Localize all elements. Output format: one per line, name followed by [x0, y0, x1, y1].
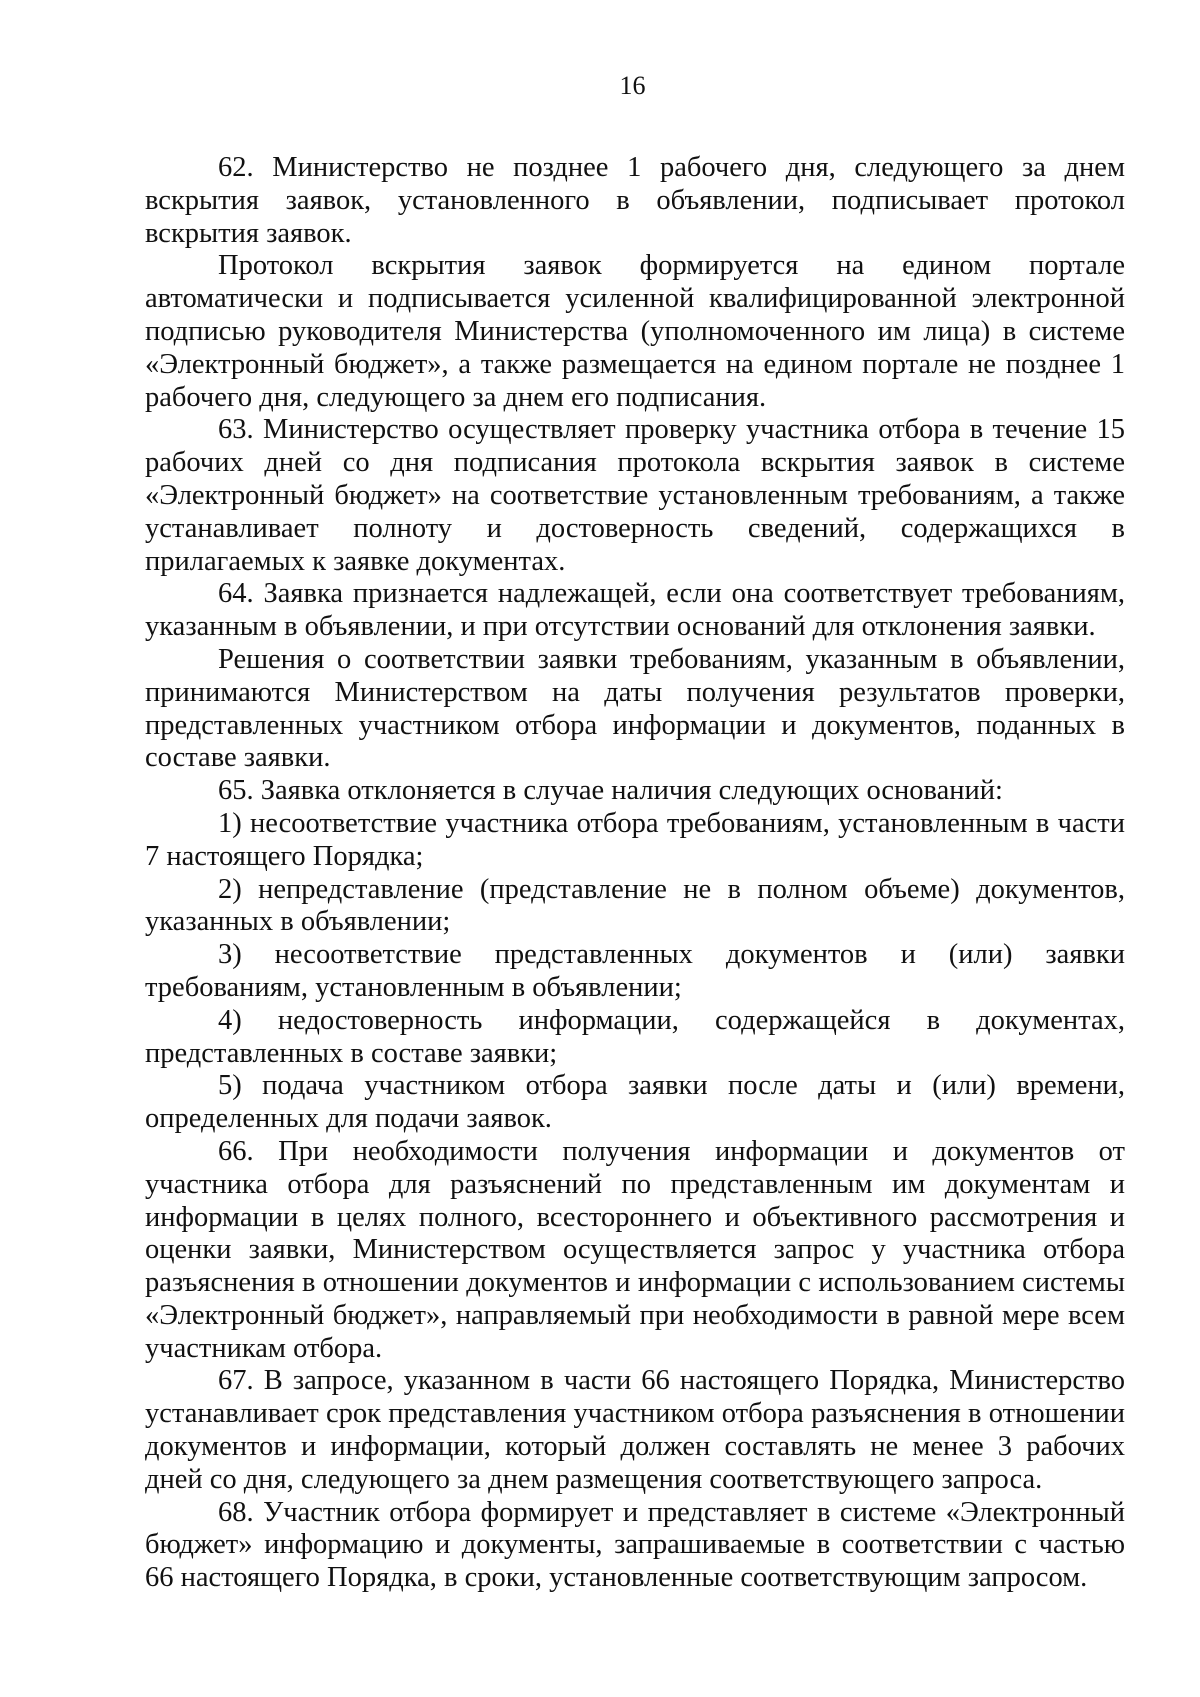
- paragraph-protocol: Протокол вскрытия заявок формируется на едином портале автоматически и подписывается усиленной квалифицированной электронной подписью руководителя Министерства (уполномоченного им лица) в системе «Электронный бюджет», а также размещается на едином портале не позднее 1 рабочего дня, следующего за днем его подписания.: [145, 250, 1125, 413]
- paragraph-66: 66. При необходимости получения информации и документов от участника отбора для разъяснений по представленным им документам и информации в целях полного, всестороннего и объективного рассмотрения и оценки заявки, Министерством осуществляется запрос у участника отбора разъяснения в отношении документов и информации с использованием системы «Электронный бюджет», направляемый при необходимости в равной мере всем участникам отбора.: [145, 1135, 1125, 1364]
- page-number: 16: [619, 71, 646, 100]
- paragraph-62: 62. Министерство не позднее 1 рабочего дня, следующего за днем вскрытия заявок, установленного в объявлении, подписывает протокол вскрытия заявок.: [145, 152, 1125, 249]
- paragraph-decisions: Решения о соответствии заявки требованиям, указанным в объявлении, принимаются Министерством на даты получения результатов проверки, представленных участником отбора информации и документов, поданных в составе заявки.: [145, 643, 1125, 774]
- paragraph-67: 67. В запросе, указанном в части 66 настоящего Порядка, Министерство устанавливает срок представления участником отбора разъяснения в отношении документов и информации, который должен составлять не менее 3 рабочих дней со дня, следующего за днем размещения соответствующего запроса.: [145, 1365, 1125, 1495]
- list-item-3: 3) несоответствие представленных документов и (или) заявки требованиям, установленным в объявлении;: [145, 939, 1125, 1003]
- list-item-1: 1) несоответствие участника отбора требованиям, установленным в части 7 настоящего Порядка;: [145, 807, 1125, 872]
- document-body: [145, 152, 1125, 1595]
- list-item-2: 2) непредставление (представление не в полном объеме) документов, указанных в объявлении;: [145, 873, 1125, 938]
- paragraph-64: 64. Заявка признается надлежащей, если она соответствует требованиям, указанным в объявлении, и при отсутствии оснований для отклонения заявки.: [145, 578, 1125, 643]
- list-item-4: 4) недостоверность информации, содержащейся в документах, представленных в составе заявки;: [145, 1004, 1125, 1069]
- paragraph-68: 68. Участник отбора формирует и представляет в системе «Электронный бюджет» информацию и документы, запрашиваемые в соответствии с частью 66 настоящего Порядка, в сроки, установленные соответствующим запросом.: [145, 1496, 1125, 1594]
- list-item-5: 5) подача участником отбора заявки после даты и (или) времени, определенных для подачи заявок.: [145, 1070, 1125, 1135]
- paragraph-65: 65. Заявка отклоняется в случае наличия следующих оснований:: [218, 775, 1003, 807]
- paragraph-63: 63. Министерство осуществляет проверку участника отбора в течение 15 рабочих дней со дня подписания протокола вскрытия заявок в системе «Электронный бюджет» на соответствие установленным требованиям, а также устанавливает полноту и достоверность сведений, содержащихся в прилагаемых к заявке документах.: [145, 414, 1125, 577]
